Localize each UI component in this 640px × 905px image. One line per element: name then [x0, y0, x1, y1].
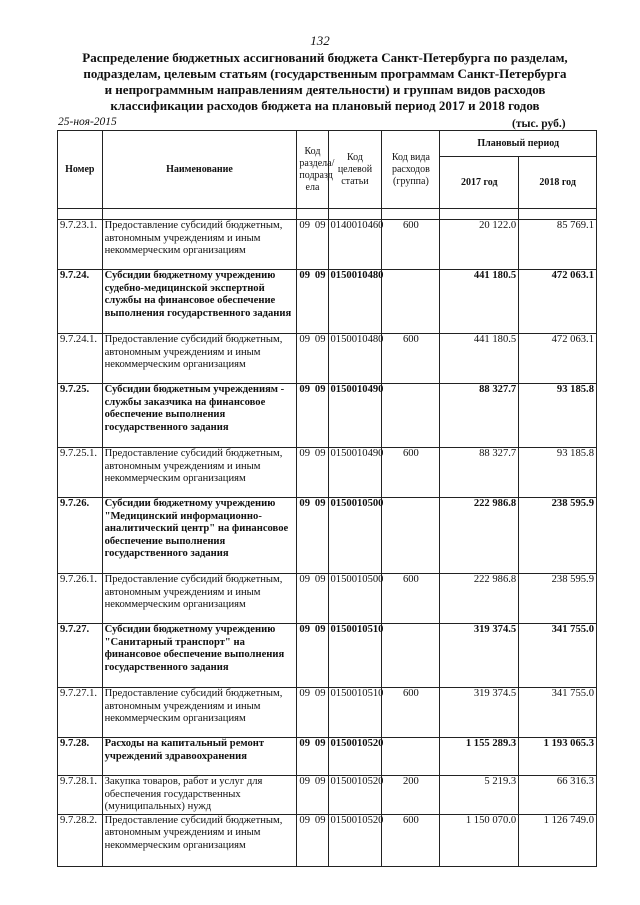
row-subsection-code: 09: [311, 384, 328, 448]
header-target: Код целевой статьи: [328, 131, 382, 209]
row-number: 9.7.26.: [58, 498, 103, 574]
row-group-code: 600: [382, 448, 440, 498]
row-section-code: 09: [297, 334, 312, 384]
row-value-2017: 441 180.5: [440, 334, 519, 384]
row-section-code: 09: [297, 384, 312, 448]
document-title: [60, 50, 590, 114]
row-group-code: 600: [382, 814, 440, 866]
row-name: Предоставление субсидий бюджетным, автономным учреждениям и иным некоммерческим организациям: [102, 334, 297, 384]
row-name: Субсидии бюджетному учреждению "Санитарный транспорт" на финансовое обеспечение выполнения государственного задания: [102, 624, 297, 688]
row-subsection-code: 09: [311, 448, 328, 498]
row-section-code: 09: [297, 814, 312, 866]
row-value-2017: 319 374.5: [440, 688, 519, 738]
row-value-2018: 238 595.9: [519, 498, 597, 574]
row-number: 9.7.25.: [58, 384, 103, 448]
row-value-2018: 93 185.8: [519, 448, 597, 498]
title-line: классификации расходов бюджета на плановый период 2017 и 2018 годов: [110, 98, 540, 113]
row-section-code: 09: [297, 498, 312, 574]
row-subsection-code: 09: [311, 814, 328, 866]
title-line: Распределение бюджетных ассигнований бюджета Санкт-Петербурга по разделам,: [82, 50, 568, 65]
row-section-code: 09: [297, 574, 312, 624]
row-number: 9.7.27.: [58, 624, 103, 688]
row-group-code: 600: [382, 220, 440, 270]
table-row: [58, 334, 597, 384]
row-section-code: 09: [297, 624, 312, 688]
row-number: 9.7.23.1.: [58, 220, 103, 270]
row-value-2018: 1 193 065.3: [519, 738, 597, 776]
title-line: подразделам, целевым статьям (государственным программам Санкт-Петербурга: [83, 66, 567, 81]
row-target-code: 0150010520: [328, 776, 382, 815]
table-row: [58, 688, 597, 738]
row-value-2017: 20 122.0: [440, 220, 519, 270]
row-target-code: 0150010520: [328, 738, 382, 776]
row-group-code: 600: [382, 334, 440, 384]
table-body: [58, 220, 597, 867]
header-section: Код раздела/ подразд ела: [297, 131, 328, 209]
row-target-code: 0150010510: [328, 624, 382, 688]
row-subsection-code: 09: [311, 270, 328, 334]
row-value-2017: 222 986.8: [440, 574, 519, 624]
row-subsection-code: 09: [311, 688, 328, 738]
row-subsection-code: 09: [311, 624, 328, 688]
document-date: 25-ноя-2015: [58, 116, 117, 128]
row-subsection-code: 09: [311, 574, 328, 624]
table-row: [58, 776, 597, 815]
row-target-code: 0150010480: [328, 270, 382, 334]
row-value-2017: 319 374.5: [440, 624, 519, 688]
row-group-code: [382, 270, 440, 334]
table-row: [58, 574, 597, 624]
row-subsection-code: 09: [311, 738, 328, 776]
table-row: [58, 270, 597, 334]
row-section-code: 09: [297, 270, 312, 334]
row-name: Закупка товаров, работ и услуг для обеспечения государственных (муниципальных) нужд: [102, 776, 297, 815]
row-target-code: 0140010460: [328, 220, 382, 270]
row-value-2018: 85 769.1: [519, 220, 597, 270]
table-row: [58, 498, 597, 574]
row-name: Предоставление субсидий бюджетным, автономным учреждениям и иным некоммерческим организациям: [102, 814, 297, 866]
table-row: [58, 624, 597, 688]
table-row: [58, 814, 597, 866]
row-group-code: 200: [382, 776, 440, 815]
row-value-2017: 441 180.5: [440, 270, 519, 334]
header-number: Номер: [58, 131, 103, 209]
row-name: Предоставление субсидий бюджетным, автономным учреждениям и иным некоммерческим организациям: [102, 448, 297, 498]
row-value-2018: 93 185.8: [519, 384, 597, 448]
row-name: Субсидии бюджетному учреждению "Медицинский информационно-аналитический центр" на финансовое обеспечение выполнения государственного задания: [102, 498, 297, 574]
row-value-2017: 88 327.7: [440, 384, 519, 448]
row-group-code: 600: [382, 688, 440, 738]
table-row: [58, 738, 597, 776]
row-name: Предоставление субсидий бюджетным, автономным учреждениям и иным некоммерческим организациям: [102, 574, 297, 624]
row-section-code: 09: [297, 688, 312, 738]
row-value-2018: 472 063.1: [519, 334, 597, 384]
header-year-2017: 2017 год: [440, 157, 519, 209]
row-subsection-code: 09: [311, 220, 328, 270]
row-number: 9.7.26.1.: [58, 574, 103, 624]
row-name: Субсидии бюджетному учреждению судебно-медицинской экспертной службы на финансовое обеспечение выполнения государственного задания: [102, 270, 297, 334]
row-value-2018: 238 595.9: [519, 574, 597, 624]
row-subsection-code: 09: [311, 498, 328, 574]
row-value-2017: 1 155 289.3: [440, 738, 519, 776]
row-target-code: 0150010480: [328, 334, 382, 384]
title-line: и непрограммным направлениям деятельности) и группам видов расходов: [104, 82, 546, 97]
table-row: [58, 220, 597, 270]
row-section-code: 09: [297, 776, 312, 815]
row-value-2018: 1 126 749.0: [519, 814, 597, 866]
row-target-code: 0150010500: [328, 498, 382, 574]
units-label: (тыс. руб.): [512, 118, 566, 130]
header-group: Код вида расходов (группа): [382, 131, 440, 209]
row-value-2018: 472 063.1: [519, 270, 597, 334]
row-number: 9.7.24.: [58, 270, 103, 334]
row-value-2018: 341 755.0: [519, 688, 597, 738]
row-number: 9.7.28.: [58, 738, 103, 776]
row-number: 9.7.25.1.: [58, 448, 103, 498]
row-group-code: [382, 498, 440, 574]
row-subsection-code: 09: [311, 776, 328, 815]
row-group-code: [382, 384, 440, 448]
row-value-2017: 1 150 070.0: [440, 814, 519, 866]
row-number: 9.7.28.1.: [58, 776, 103, 815]
row-number: 9.7.27.1.: [58, 688, 103, 738]
row-name: Предоставление субсидий бюджетным, автономным учреждениям и иным некоммерческим организациям: [102, 220, 297, 270]
row-section-code: 09: [297, 448, 312, 498]
row-value-2017: 222 986.8: [440, 498, 519, 574]
row-target-code: 0150010490: [328, 384, 382, 448]
row-number: 9.7.24.1.: [58, 334, 103, 384]
row-target-code: 0150010520: [328, 814, 382, 866]
row-value-2017: 88 327.7: [440, 448, 519, 498]
row-target-code: 0150010500: [328, 574, 382, 624]
row-section-code: 09: [297, 220, 312, 270]
header-year-2018: 2018 год: [519, 157, 597, 209]
row-group-code: [382, 738, 440, 776]
row-name: Предоставление субсидий бюджетным, автономным учреждениям и иным некоммерческим организациям: [102, 688, 297, 738]
budget-table: [57, 130, 597, 867]
row-target-code: 0150010510: [328, 688, 382, 738]
row-number: 9.7.28.2.: [58, 814, 103, 866]
table-row: [58, 448, 597, 498]
page-number: 132: [310, 33, 330, 48]
table-row: [58, 384, 597, 448]
row-value-2017: 5 219.3: [440, 776, 519, 815]
header-name: Наименование: [102, 131, 297, 209]
row-group-code: 600: [382, 574, 440, 624]
row-group-code: [382, 624, 440, 688]
row-name: Субсидии бюджетным учреждениям - службы заказчика на финансовое обеспечение выполнения государственного задания: [102, 384, 297, 448]
row-value-2018: 66 316.3: [519, 776, 597, 815]
row-subsection-code: 09: [311, 334, 328, 384]
row-value-2018: 341 755.0: [519, 624, 597, 688]
row-section-code: 09: [297, 738, 312, 776]
row-target-code: 0150010490: [328, 448, 382, 498]
header-period: Плановый период: [440, 131, 597, 157]
row-name: Расходы на капитальный ремонт учреждений здравоохранения: [102, 738, 297, 776]
